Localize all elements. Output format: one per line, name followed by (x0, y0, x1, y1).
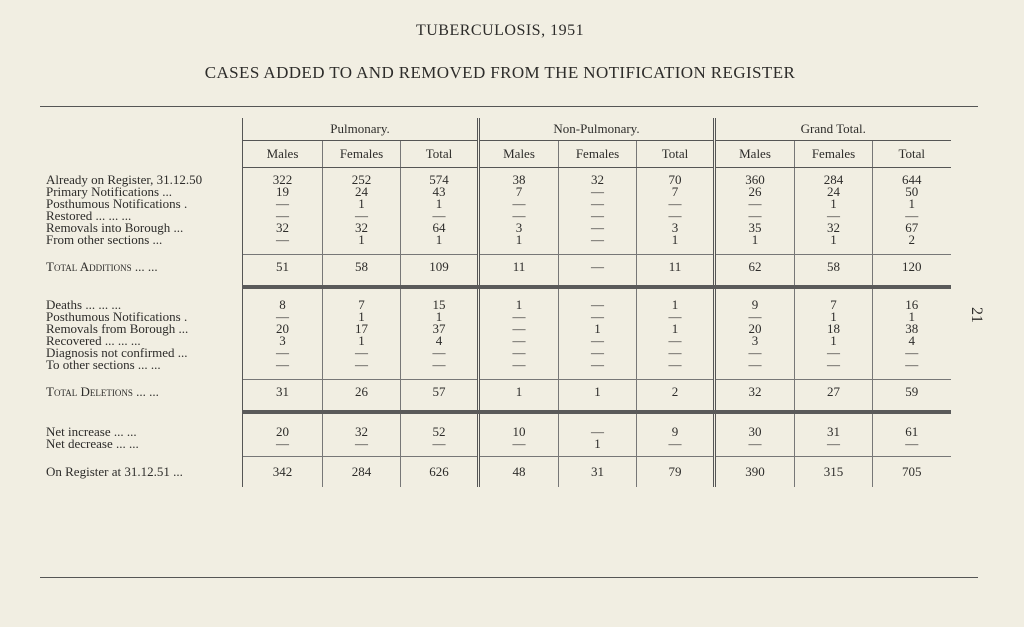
table-cell: — (873, 210, 951, 222)
table-cell: — (715, 198, 795, 210)
table-cell: 20 (715, 323, 795, 335)
table-cell: — (479, 359, 559, 371)
page-subtitle: CASES ADDED TO AND REMOVED FROM THE NOTIFICATION REGISTER (204, 63, 796, 82)
table-cell: 1 (401, 234, 479, 246)
table-cell: 17 (323, 323, 401, 335)
table-cell: 252 (323, 174, 401, 186)
row-label: Total Additions ... ... (46, 258, 158, 274)
page-number: 21 (968, 307, 985, 323)
table-cell: — (559, 210, 637, 222)
table-cell: — (559, 311, 637, 323)
table-cell: 48 (479, 457, 559, 488)
table-cell: 390 (715, 457, 795, 488)
table-cell: — (243, 198, 323, 210)
table-cell: 120 (873, 255, 951, 280)
table-cell: — (715, 311, 795, 323)
table-cell: — (479, 311, 559, 323)
section-divider (46, 279, 951, 287)
top-rule (40, 106, 978, 107)
table-cell: 1 (401, 198, 479, 210)
table-cell: — (243, 210, 323, 222)
row-label: Diagnosis not confirmed ... (46, 345, 188, 360)
table-cell: 38 (479, 174, 559, 186)
table-cell: 626 (401, 457, 479, 488)
table-cell: — (873, 438, 951, 450)
group-header-grand-total: Grand Total. (715, 118, 951, 141)
table-cell: — (715, 359, 795, 371)
table-cell: 1 (559, 438, 637, 450)
table-cell: 31 (795, 426, 873, 438)
table-row (46, 347, 951, 359)
table-cell: — (243, 359, 323, 371)
subheader-total: Total (873, 141, 951, 168)
table-cell: 52 (401, 426, 479, 438)
subheader-females: Females (795, 141, 873, 168)
table-cell: 35 (715, 222, 795, 234)
table-cell: 64 (401, 222, 479, 234)
table-cell: 1 (715, 234, 795, 246)
table-cell: 11 (479, 255, 559, 280)
row-label: From other sections ... (46, 232, 163, 247)
table-cell: 1 (323, 335, 401, 347)
table-row (46, 255, 951, 280)
table-cell: — (795, 359, 873, 371)
row-label: Net decrease ... ... (46, 436, 139, 451)
table-cell: 37 (401, 323, 479, 335)
table-cell: 11 (637, 255, 715, 280)
table-cell: — (795, 438, 873, 450)
table-cell: 2 (873, 234, 951, 246)
table-cell: 705 (873, 457, 951, 488)
table-cell: — (637, 210, 715, 222)
table-cell: — (873, 347, 951, 359)
table-cell: 9 (637, 426, 715, 438)
table-row (46, 234, 951, 246)
table-cell: 7 (637, 186, 715, 198)
subheader-males: Males (479, 141, 559, 168)
table-cell: 1 (873, 198, 951, 210)
table-cell: — (637, 438, 715, 450)
row-label: Removals into Borough ... (46, 220, 184, 235)
page-title: TUBERCULOSIS, 1951 (415, 22, 585, 39)
table-cell: 58 (795, 255, 873, 280)
table-cell: 360 (715, 174, 795, 186)
table-cell: — (243, 347, 323, 359)
table-cell: 32 (323, 426, 401, 438)
table-cell: — (559, 234, 637, 246)
register-table (46, 118, 951, 487)
table-row (46, 174, 951, 186)
table-cell: 32 (323, 222, 401, 234)
table-cell: — (479, 323, 559, 335)
table-cell: — (715, 347, 795, 359)
table-cell: — (479, 347, 559, 359)
table-cell: — (795, 347, 873, 359)
table-cell: — (323, 438, 401, 450)
table-cell: 19 (243, 186, 323, 198)
table-cell: 24 (323, 186, 401, 198)
table-cell: 1 (479, 234, 559, 246)
table-row (46, 198, 951, 210)
table-cell: 30 (715, 426, 795, 438)
table-cell: 1 (323, 311, 401, 323)
row-label: Posthumous Notifications . (46, 309, 188, 324)
table-cell: — (637, 359, 715, 371)
table-cell: 315 (795, 457, 873, 488)
row-label: Recovered ... ... ... (46, 333, 141, 348)
table-cell: 1 (401, 311, 479, 323)
table-cell: — (323, 210, 401, 222)
table-row (46, 380, 951, 405)
table-cell: 1 (637, 299, 715, 311)
table-cell: 644 (873, 174, 951, 186)
row-label: Restored ... ... ... (46, 208, 132, 223)
table-cell: 3 (637, 222, 715, 234)
table-cell: — (873, 359, 951, 371)
table-cell: — (479, 198, 559, 210)
table-cell: — (559, 359, 637, 371)
table-cell: — (401, 347, 479, 359)
spacer-row (46, 371, 951, 380)
table-cell: 70 (637, 174, 715, 186)
table-cell: — (323, 359, 401, 371)
table-cell: 1 (559, 323, 637, 335)
table-cell: 10 (479, 426, 559, 438)
table-cell: 284 (323, 457, 401, 488)
table-cell: — (637, 311, 715, 323)
table-cell: 27 (795, 380, 873, 405)
table-cell: — (795, 210, 873, 222)
row-label: Primary Notifications ... (46, 184, 173, 199)
table-cell: 322 (243, 174, 323, 186)
table-cell: 26 (323, 380, 401, 405)
subheader-females: Females (559, 141, 637, 168)
table-cell: 31 (243, 380, 323, 405)
table-cell: — (559, 299, 637, 311)
table-cell: 20 (243, 426, 323, 438)
table-cell: 51 (243, 255, 323, 280)
table-cell: — (559, 198, 637, 210)
table-cell: — (401, 359, 479, 371)
table-cell: 8 (243, 299, 323, 311)
spacer-row (46, 246, 951, 255)
table-cell: 32 (559, 174, 637, 186)
table-cell: 109 (401, 255, 479, 280)
bottom-rule (40, 577, 978, 578)
section-divider (46, 404, 951, 412)
table-cell: 15 (401, 299, 479, 311)
table-cell: — (243, 311, 323, 323)
table-cell: — (559, 255, 637, 280)
table-cell: 31 (559, 457, 637, 488)
table-cell: — (479, 438, 559, 450)
table-cell: 2 (637, 380, 715, 405)
table-cell: — (479, 335, 559, 347)
table-cell: 1 (795, 311, 873, 323)
row-label: To other sections ... ... (46, 357, 161, 372)
table-cell: 1 (559, 380, 637, 405)
table-cell: — (559, 335, 637, 347)
table-cell: — (243, 234, 323, 246)
table-cell: — (323, 347, 401, 359)
table-cell: 4 (401, 335, 479, 347)
table-cell: 32 (715, 380, 795, 405)
table-cell: 7 (323, 299, 401, 311)
table-cell: 32 (243, 222, 323, 234)
row-label: Removals from Borough ... (46, 321, 189, 336)
table-cell: — (559, 222, 637, 234)
table-cell: — (559, 426, 637, 438)
table-cell: — (715, 438, 795, 450)
table-row (46, 438, 951, 450)
spacer-row (46, 287, 951, 299)
table-cell: — (479, 210, 559, 222)
group-header-non-pulmonary: Non-Pulmonary. (479, 118, 715, 141)
subheader-total: Total (637, 141, 715, 168)
table-cell: 3 (243, 335, 323, 347)
subheader-males: Males (715, 141, 795, 168)
table-cell: 342 (243, 457, 323, 488)
table-cell: 574 (401, 174, 479, 186)
subheader-males: Males (243, 141, 323, 168)
table-cell: 1 (795, 335, 873, 347)
table-cell: 1 (873, 311, 951, 323)
table-cell: — (715, 210, 795, 222)
table-cell: 1 (479, 299, 559, 311)
table-cell: 67 (873, 222, 951, 234)
table-cell: 3 (479, 222, 559, 234)
table-row (46, 426, 951, 438)
table-cell: 1 (637, 323, 715, 335)
table-cell: — (401, 210, 479, 222)
table-cell: 1 (479, 380, 559, 405)
row-label: Net increase ... ... (46, 424, 137, 439)
table-cell: — (637, 347, 715, 359)
table-cell: 62 (715, 255, 795, 280)
table-cell: 7 (795, 299, 873, 311)
row-label: On Register at 31.12.51 ... (46, 463, 183, 479)
table-row (46, 359, 951, 371)
table-row (46, 222, 951, 234)
table-cell: — (401, 438, 479, 450)
table-cell: 58 (323, 255, 401, 280)
table-cell: — (559, 186, 637, 198)
table-cell: 3 (715, 335, 795, 347)
table-cell: 38 (873, 323, 951, 335)
table-cell: 26 (715, 186, 795, 198)
table-row (46, 323, 951, 335)
row-label: Posthumous Notifications . (46, 196, 188, 211)
table-cell: — (243, 438, 323, 450)
row-label: Deaths ... ... ... (46, 297, 122, 312)
table-cell: — (637, 335, 715, 347)
table-cell: 79 (637, 457, 715, 488)
table-cell: — (637, 198, 715, 210)
table-cell: 32 (795, 222, 873, 234)
table-cell: 1 (323, 234, 401, 246)
table-cell: 50 (873, 186, 951, 198)
table-cell: 18 (795, 323, 873, 335)
subheader-total: Total (401, 141, 479, 168)
table-cell: 7 (479, 186, 559, 198)
row-label: Total Deletions ... ... (46, 383, 159, 399)
table-cell: — (559, 347, 637, 359)
subheader-females: Females (323, 141, 401, 168)
table-cell: 61 (873, 426, 951, 438)
table-cell: 16 (873, 299, 951, 311)
table-cell: 43 (401, 186, 479, 198)
table-cell: 1 (637, 234, 715, 246)
group-header-pulmonary: Pulmonary. (243, 118, 479, 141)
spacer-row (46, 412, 951, 426)
table-row (46, 457, 951, 488)
table-cell: 9 (715, 299, 795, 311)
table-cell: 1 (795, 234, 873, 246)
table-cell: 1 (323, 198, 401, 210)
row-label: Already on Register, 31.12.50 (46, 172, 203, 187)
table-cell: 284 (795, 174, 873, 186)
table-cell: 59 (873, 380, 951, 405)
table-cell: 20 (243, 323, 323, 335)
table-cell: 1 (795, 198, 873, 210)
table-cell: 4 (873, 335, 951, 347)
table-cell: 24 (795, 186, 873, 198)
table-cell: 57 (401, 380, 479, 405)
